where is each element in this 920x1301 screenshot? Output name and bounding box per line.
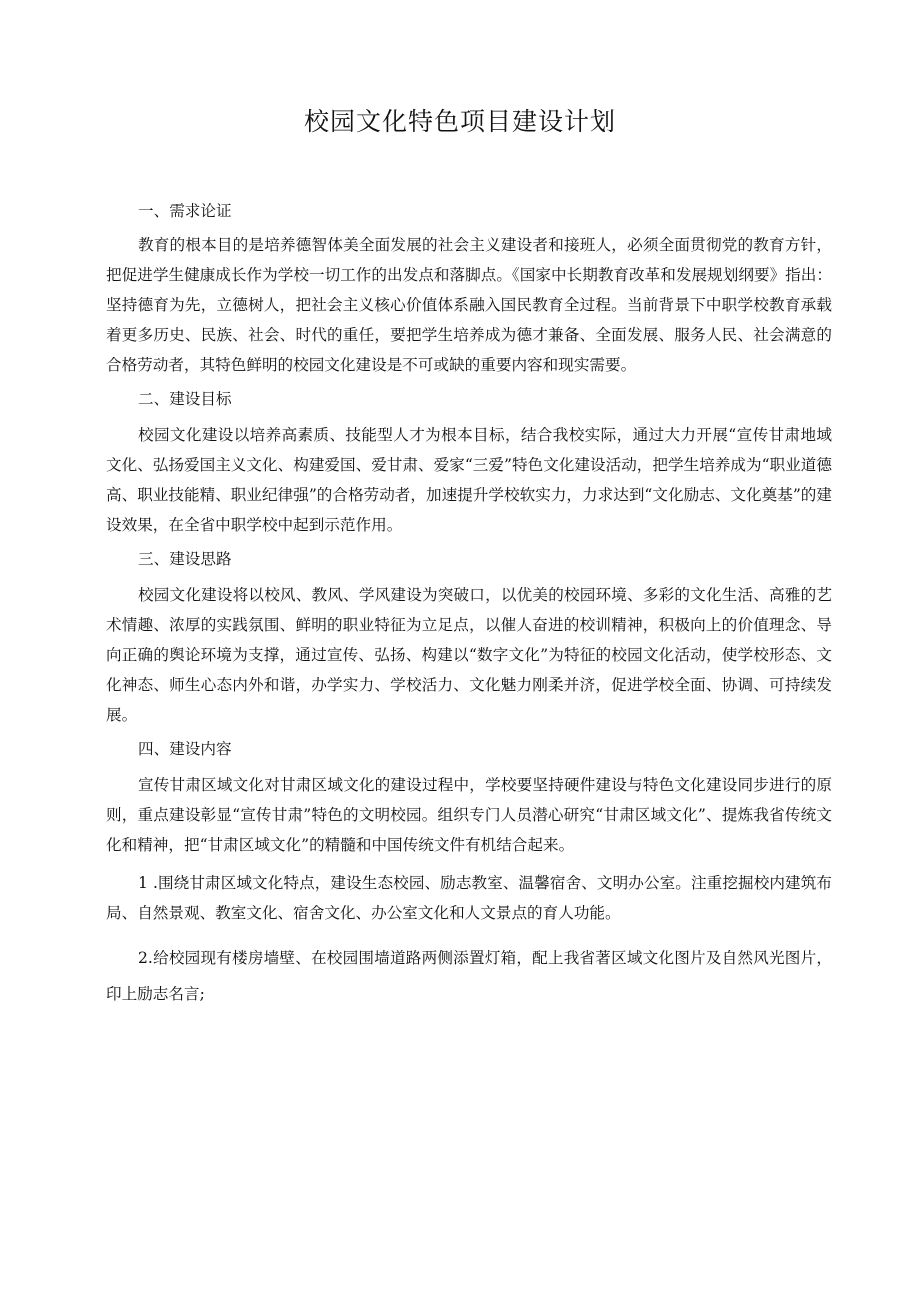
list-item-1: 1 .围绕甘肃区域文化特点，建设生态校园、励志教室、温馨宿舍、文明办公室。注重挖掘校内建筑布局、自然景观、教室文化、宿舍文化、办公室文化和人文景点的育人功能。 [106, 874, 832, 922]
section-heading-approach: 三、建设思路 [138, 550, 232, 568]
document-title: 校园文化特色项目建设计划 [303, 107, 616, 136]
list-item-2: 2.给校园现有楼房墙壁、在校园围墙道路两侧添置灯箱，配上我省著区域文化图片及自然风光图片，印上励志名言; [106, 949, 832, 1003]
section-heading-goal: 二、建设目标 [138, 390, 232, 408]
section-paragraph-approach: 校园文化建设将以校风、教风、学风建设为突破口，以优美的校园环境、多彩的文化生活、高雅的艺术情趣、浓厚的实践氛围、鲜明的职业特征为立足点，以催人奋进的校训精神，积极向上的价值理念、导向正确的舆论环境为支撑，通过宣传、弘扬、构建以“数字文化”为特征的校园文化活动，使学校形态、文化神态、师生心态内外和谐，办学实力、学校活力、文化魅力刚柔并济，促进学校全面、协调、可持续发展。 [106, 586, 832, 724]
document-body [106, 196, 832, 1012]
section-heading-demand: 一、需求论证 [138, 202, 232, 220]
section-paragraph-content: 宣传甘肃区域文化对甘肃区域文化的建设过程中，学校要坚持硬件建设与特色文化建设同步进行的原则，重点建设彰显“宣传甘肃”特色的文明校园。组织专门人员潜心研究“甘肃区域文化”、提炼我省传统文化和精神，把“甘肃区域文化”的精髓和中国传统文件有机结合起来。 [106, 776, 832, 854]
section-heading-content: 四、建设内容 [138, 740, 232, 758]
section-paragraph-demand: 教育的根本目的是培养德智体美全面发展的社会主义建设者和接班人，必须全面贯彻党的教育方针，把促进学生健康成长作为学校一切工作的出发点和落脚点。《国家中长期教育改革和发展规划纲要》指出：坚持德育为先，立德树人，把社会主义核心价值体系融入国民教育全过程。当前背景下中职学校教育承载着更多历史、民族、社会、时代的重任，要把学生培养成为德才兼备、全面发展、服务人民、社会满意的合格劳动者，其特色鲜明的校园文化建设是不可或缺的重要内容和现实需要。 [106, 236, 832, 374]
section-paragraph-goal: 校园文化建设以培养高素质、技能型人才为根本目标，结合我校实际，通过大力开展“宣传甘肃地域文化、弘扬爱国主义文化、构建爱国、爱甘肃、爱家“三爱”特色文化建设活动，把学生培养成为“职业道德高、职业技能精、职业纪律强”的合格劳动者，加速提升学校软实力，力求达到“文化励志、文化奠基”的建设效果，在全省中职学校中起到示范作用。 [106, 426, 832, 534]
